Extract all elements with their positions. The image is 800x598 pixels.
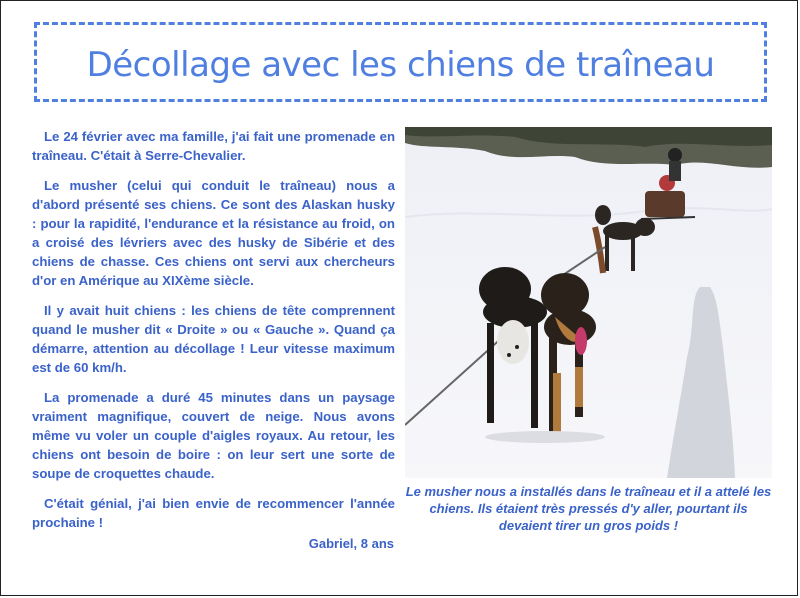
paragraph-musher: Le musher (celui qui conduit le traîneau) nous a d'abord présenté ses chiens. Ce sont des Alaskan husky : pour la rapidité, l'endurance et la résistance au froid, on a croisé des lévriers avec des husky de Sibérie et des chiens de chasse. Ces chiens ont servi aux chercheurs d'or en Amérique au XIXème siècle.	[32, 178, 395, 288]
paragraph-dogs: Il y avait huit chiens : les chiens de tête comprennent quand le musher dit « Droite » ou « Gauche ». Quand ça démarre, attention au décollage ! Leur vitesse maximum est de 60 km/h.	[32, 303, 395, 375]
photo-caption: Le musher nous a installés dans le traîneau et il a attelé les chiens. Ils étaient très pressés d'y aller, pourtant ils devaient tirer un gros poids !	[405, 484, 772, 533]
sled-dogs-illustration	[405, 127, 772, 478]
article-body	[32, 127, 395, 543]
paragraph-intro: Le 24 février avec ma famille, j'ai fait une promenade en traîneau. C'était à Serre-Chevalier.	[32, 129, 395, 163]
page-title: Décollage avec les chiens de traîneau	[86, 45, 715, 85]
author-signature: Gabriel, 8 ans	[308, 536, 394, 551]
paragraph-ride: La promenade a duré 45 minutes dans un paysage vraiment magnifique, couvert de neige. Nous avons même vu voler un couple d'aigles royaux. Au retour, les chiens ont besoin de boire : on leur sert une sorte de soupe de croquettes chaude.	[32, 390, 395, 481]
paragraph-conclusion: C'était génial, j'ai bien envie de recommencer l'année prochaine !	[32, 496, 395, 530]
title-frame	[34, 22, 767, 102]
sled-dogs-photo	[405, 127, 772, 478]
